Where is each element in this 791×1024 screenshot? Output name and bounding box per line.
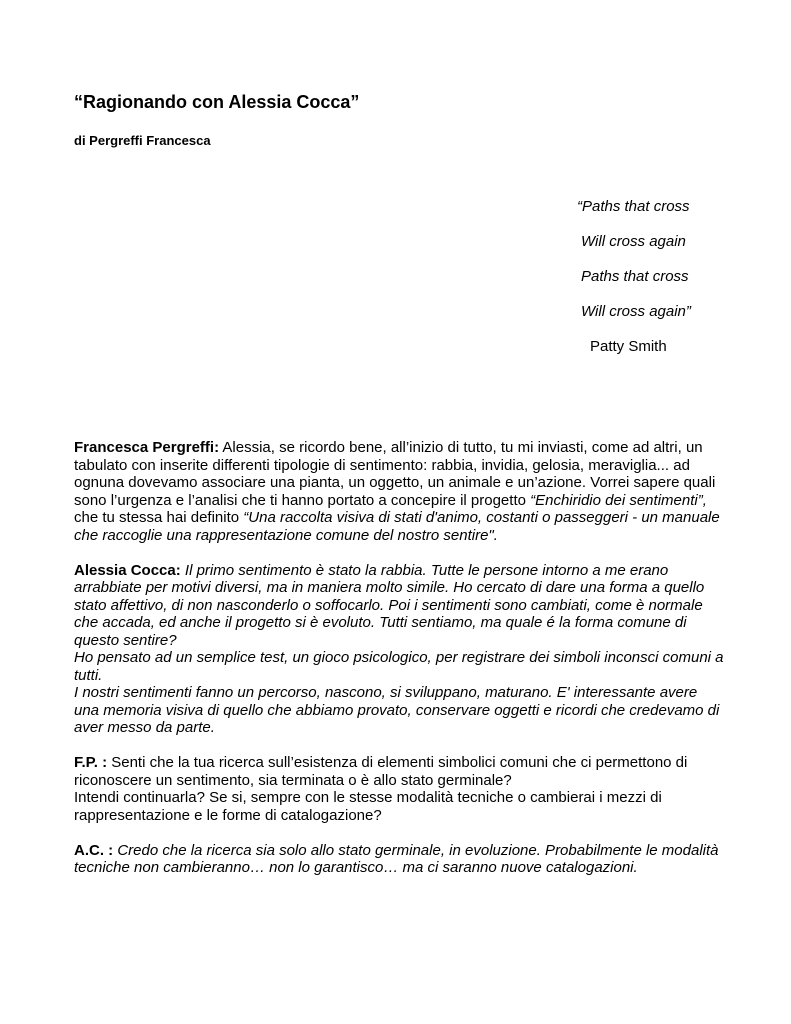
speaker-label: Francesca Pergreffi: bbox=[74, 439, 220, 456]
epigraph-line: Will cross again bbox=[581, 233, 686, 250]
answer-2 bbox=[74, 842, 724, 877]
question-text: Intendi continuarla? Se si, sempre con le stesse modalità tecniche o cambierai i mezzi di rappresentazione e le forme di catalogazione? bbox=[74, 789, 662, 824]
epigraph-line: Paths that cross bbox=[581, 268, 689, 285]
answer-text: Il primo sentimento è stato la rabbia. Tutte le persone intorno a me erano arrabbiate per motivi diversi, ma in maniera molto simile. Ho cercato di dare una forma a quello stato affettivo, di non nasconderlo o soffocarlo. Poi i sentimenti sono cambiati, come è normale che accada, ed anche il progetto si è evoluto. Tutti sentiamo, ma quale é la forma comune di questo sentire? bbox=[74, 561, 705, 649]
question-text: Alessia, se ricordo bene, all’inizio di tutto, tu mi inviasti, come ad altri, un tabulato con inserite differenti tipologie di sentimento: rabbia, invidia, gelosia, meraviglia... ad ognuna dovevamo associare una pianta, un oggetto, un animale e un’azione. Vorrei sapere quali sono l’urgenza e l’analisi che ti hanno portato a concepire il progetto bbox=[74, 439, 716, 509]
question-text: Senti che la tua ricerca sull’esistenza di elementi simbolici comuni che ci permettono di riconoscere un sentimento, sia terminata o è allo stato germinale? bbox=[74, 754, 688, 789]
epigraph-attribution: Patty Smith bbox=[590, 338, 667, 355]
answer-text: Credo che la ricerca sia solo allo stato germinale, in evoluzione. Probabilmente le modalità tecniche non cambieranno… non lo garantisco… ma ci saranno nuove catalogazioni. bbox=[74, 841, 719, 876]
document-title: “Ragionando con Alessia Cocca” bbox=[74, 92, 360, 112]
project-title: “Enchiridio dei sentimenti”, bbox=[530, 491, 707, 509]
question-1 bbox=[74, 439, 724, 544]
answer-1 bbox=[74, 562, 724, 737]
speaker-label: A.C. : bbox=[74, 841, 114, 859]
epigraph-line: “Paths that cross bbox=[577, 198, 690, 215]
project-quote: “Una raccolta visiva di stati d'animo, costanti o passeggeri - un manuale che raccoglie una rappresentazione comune del nostro sentire". bbox=[74, 509, 720, 544]
interview-body bbox=[74, 439, 724, 894]
epigraph-line: Will cross again” bbox=[581, 303, 691, 320]
answer-text: Ho pensato ad un semplice test, un gioco psicologico, per registrare dei simboli inconsci comuni a tutti. bbox=[74, 649, 724, 684]
document-author: di Pergreffi Francesca bbox=[74, 133, 211, 148]
question-text: che tu stessa hai definito bbox=[74, 509, 244, 526]
speaker-label: Alessia Cocca: bbox=[74, 561, 181, 579]
answer-text: I nostri sentimenti fanno un percorso, nascono, si sviluppano, maturano. E' interessante avere una memoria visiva di quello che abbiamo provato, conservare oggetti e ricordi che credevamo di aver messo da parte. bbox=[74, 684, 720, 736]
question-2 bbox=[74, 754, 724, 824]
speaker-label: F.P. : bbox=[74, 754, 108, 771]
